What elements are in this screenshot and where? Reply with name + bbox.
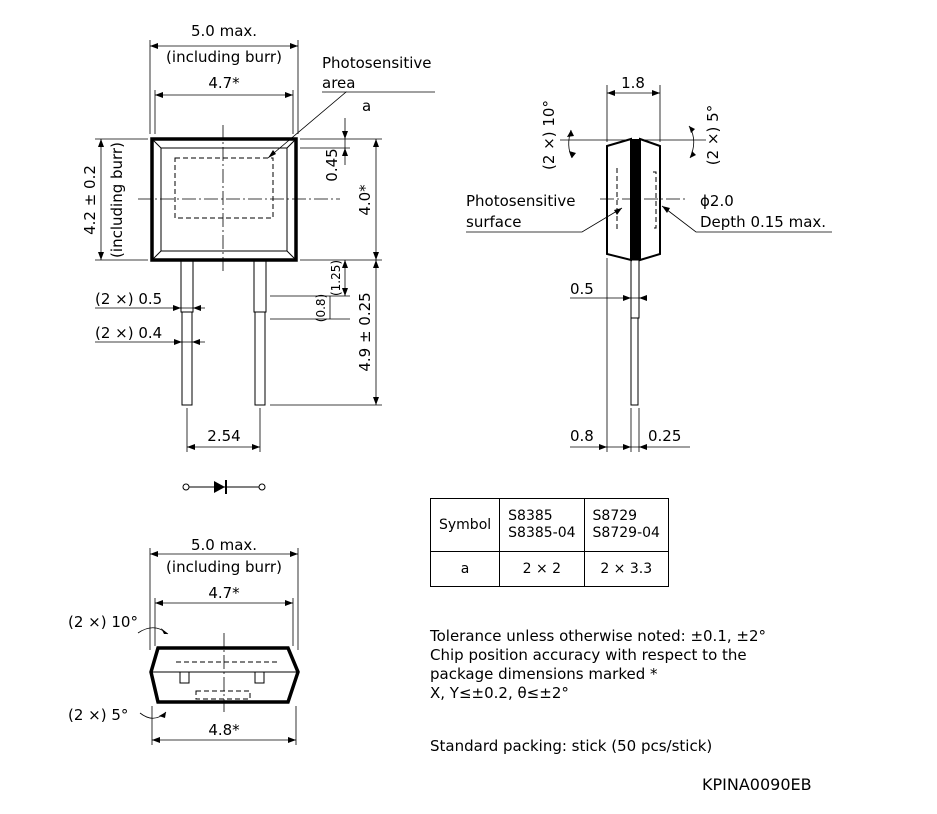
front-width-star: 4.7* bbox=[208, 74, 240, 92]
side-pin-depth: Depth 0.15 max. bbox=[700, 213, 827, 231]
table-row bbox=[431, 552, 669, 587]
front-height: 4.2 ± 0.2 bbox=[81, 165, 99, 235]
front-lead-offset: (1.25) bbox=[329, 259, 343, 297]
front-window-height: 4.0* bbox=[356, 184, 374, 216]
bottom-bottom-width: 4.8* bbox=[208, 721, 240, 739]
front-height-burr: (including burr) bbox=[108, 142, 126, 258]
side-package-body bbox=[607, 139, 631, 260]
side-thickness: 1.8 bbox=[621, 74, 645, 92]
front-lead-length: 4.9 ± 0.25 bbox=[356, 292, 374, 372]
table-header-symbol: Symbol bbox=[431, 499, 500, 552]
front-lead-step: (0.8) bbox=[314, 293, 328, 323]
table-header-row bbox=[431, 499, 669, 552]
side-angle-left: (2 ×) 10° bbox=[540, 100, 558, 170]
front-package-body bbox=[152, 139, 296, 260]
front-window-frame bbox=[161, 148, 287, 251]
side-bottom-right: 0.25 bbox=[648, 427, 682, 445]
bottom-top-width: 4.7* bbox=[208, 584, 240, 602]
bottom-package-body bbox=[151, 648, 298, 702]
front-window-offset: 0.45 bbox=[323, 148, 341, 182]
drawing-code: KPINA0090EB bbox=[702, 775, 812, 794]
side-pin-diameter: ϕ2.0 bbox=[700, 192, 734, 210]
note-line-3: package dimensions marked * bbox=[430, 665, 658, 683]
table-cell-s8729: 2 × 3.3 bbox=[584, 552, 668, 587]
front-width-max: 5.0 max. bbox=[190, 22, 258, 40]
front-area-symbol: a bbox=[362, 97, 372, 115]
side-bottom-left: 0.8 bbox=[570, 427, 594, 445]
table-header-s8385: S8385 S8385-04 bbox=[500, 499, 584, 552]
side-surface-label-2: surface bbox=[466, 213, 522, 231]
note-line-1: Tolerance unless otherwise noted: ±0.1, ±2° bbox=[430, 627, 767, 645]
front-photosensitive-label-2: area bbox=[322, 74, 356, 92]
note-line-4: X, Y≤±0.2, θ≤±2° bbox=[430, 684, 569, 702]
diode-symbol bbox=[183, 480, 265, 494]
table-cell-symbol: a bbox=[431, 552, 500, 587]
bottom-angle-top: (2 ×) 10° bbox=[68, 613, 138, 631]
side-lead-offset: 0.5 bbox=[570, 280, 594, 298]
symbol-table bbox=[430, 498, 669, 587]
note-line-2: Chip position accuracy with respect to the bbox=[430, 646, 747, 664]
side-angle-right: (2 ×) 5° bbox=[704, 104, 722, 166]
front-view bbox=[81, 22, 435, 452]
bottom-width-max: 5.0 max. bbox=[190, 536, 258, 554]
bottom-width-burr: (including burr) bbox=[166, 558, 282, 576]
bottom-angle-bottom: (2 ×) 5° bbox=[68, 706, 129, 724]
front-photosensitive-area bbox=[175, 158, 273, 218]
table-header-s8729: S8729 S8729-04 bbox=[584, 499, 668, 552]
side-surface-label-1: Photosensitive bbox=[466, 192, 576, 210]
packing-note: Standard packing: stick (50 pcs/stick) bbox=[430, 737, 713, 755]
front-lead-width-upper: (2 ×) 0.5 bbox=[95, 290, 163, 308]
side-view bbox=[466, 74, 832, 452]
front-lead-width-lower: (2 ×) 0.4 bbox=[95, 324, 163, 342]
front-lead-pitch: 2.54 bbox=[207, 427, 241, 445]
front-photosensitive-label-1: Photosensitive bbox=[322, 54, 432, 72]
tolerance-notes bbox=[430, 627, 766, 703]
table-cell-s8385: 2 × 2 bbox=[500, 552, 584, 587]
side-chip bbox=[631, 139, 640, 260]
front-leads bbox=[181, 260, 266, 405]
bottom-view bbox=[68, 536, 298, 745]
front-width-burr: (including burr) bbox=[166, 48, 282, 66]
